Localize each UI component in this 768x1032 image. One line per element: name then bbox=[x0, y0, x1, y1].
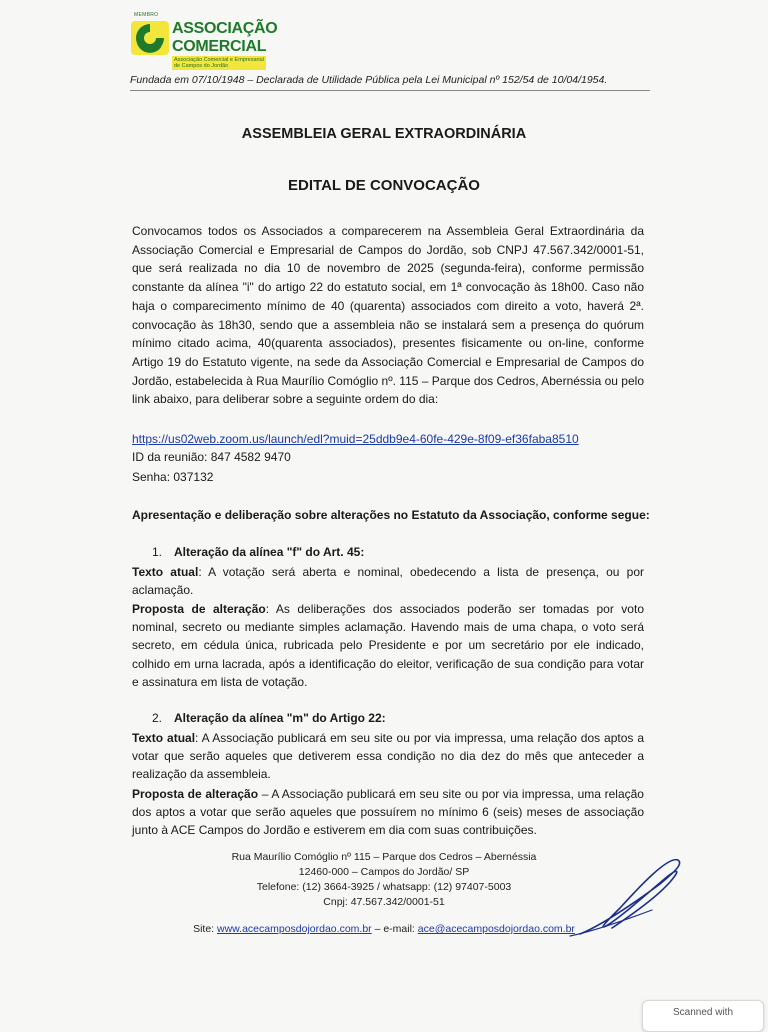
email-label: – e-mail: bbox=[371, 923, 418, 935]
signature-icon bbox=[560, 856, 690, 940]
item-1-proposal-body: : As deliberações dos associados poderão ser tomadas por voto nominal, secreto ou mediante simples aclamação. Havendo mais de uma chapa, o voto será secreto, em cédula única, rubricada pelo Presidente e por um secretário por ele indicado, colhido em urna lacrada, após a identificação do eleitor, verificação de sua condição para votar e assinatura em lista de votação. bbox=[132, 602, 644, 689]
email-link[interactable]: ace@acecamposdojordao.com.br bbox=[417, 923, 575, 935]
item-2-current-label: Texto atual bbox=[132, 731, 196, 745]
item-2-title bbox=[152, 711, 386, 725]
item-2-heading: Alteração da alínea "m" do Artigo 22: bbox=[174, 711, 386, 725]
association-logo bbox=[130, 12, 278, 72]
item-1-current-text bbox=[132, 563, 644, 599]
item-1-proposal-label: Proposta de alteração bbox=[132, 602, 266, 616]
site-link[interactable]: www.acecamposdojordao.com.br bbox=[217, 923, 372, 935]
footer-address: Rua Maurílio Comóglio nº 115 – Parque dos Cedros – Abernéssia bbox=[231, 851, 537, 863]
logo-subtitle: Associação Comercial e Empresarial de Campos do Jordão bbox=[172, 56, 266, 70]
meeting-link[interactable]: https://us02web.zoom.us/launch/edl?muid=25ddb9e4-60fe-429e-8f09-ef36faba8510 bbox=[132, 432, 579, 446]
meeting-id: ID da reunião: 847 4582 9470 bbox=[132, 450, 291, 464]
item-1-number: 1. bbox=[152, 545, 163, 559]
scanner-badge bbox=[642, 1000, 764, 1032]
logo-title-line2: COMERCIAL bbox=[172, 38, 267, 55]
item-2-current-text bbox=[132, 729, 644, 784]
meeting-password: Senha: 037132 bbox=[132, 470, 214, 484]
item-2-number: 2. bbox=[152, 711, 163, 725]
item-2-proposal-body: – A Associação publicará em seu site ou por via impressa, uma relação dos aptos a votar que serão aqueles que possuírem no mínimo 6 (seis) meses de associação junto à ACE Campos do Jordão e estiverem em dia com suas contribuições. bbox=[132, 787, 644, 838]
item-1-heading: Alteração da alínea "f" do Art. 45: bbox=[174, 545, 365, 559]
item-2-proposal bbox=[132, 785, 644, 840]
footer-phone: Telefone: (12) 3664-3925 / whatsapp: (12) 97407-5003 bbox=[256, 881, 512, 893]
scanner-badge-label: Scanned with bbox=[672, 1007, 734, 1018]
logo-mark-icon bbox=[130, 20, 170, 56]
item-2-proposal-label: Proposta de alteração bbox=[132, 787, 259, 801]
section-heading: Apresentação e deliberação sobre alterações no Estatuto da Associação, conforme segue: bbox=[132, 508, 650, 522]
item-1-current-label: Texto atual bbox=[132, 565, 199, 579]
logo-tiny-text: MEMBRO bbox=[134, 12, 159, 18]
site-label: Site: bbox=[193, 923, 217, 935]
footer-city: 12460-000 – Campos do Jordão/ SP bbox=[298, 866, 470, 878]
intro-paragraph: Convocamos todos os Associados a comparecerem na Assembleia Geral Extraordinária da Associação Comercial e Empresarial de Campos do Jordão, sob CNPJ 47.567.342/0001-51, que será realizada no dia 10 de novembro de 2025 (segunda-feira), conforme permissão constante da alínea "i" do artigo 22 do estatuto social, em 1ª convocação às 18h00. Caso não haja o comparecimento mínimo de 40 (quarenta) associados com direito a voto, haverá 2ª. convocação às 18h30, sendo que a assembleia não se instalará sem a presença do quórum mínimo citado acima, 40(quarenta associados), presentes fisicamente ou on-line, conforme Artigo 19 do Estatuto vigente, na sede da Associação Comercial e Empresarial de Campos do Jordão, estabelecida à Rua Maurílio Comóglio nº. 115 – Parque dos Cedros, Abernéssia ou pelo link abaixo, para deliberar sobre a seguinte ordem do dia: bbox=[132, 224, 644, 407]
founded-line: Fundada em 07/10/1948 – Declarada de Utilidade Pública pela Lei Municipal nº 152/54 de 10/04/1954. bbox=[130, 74, 650, 91]
document-subtitle: EDITAL DE CONVOCAÇÃO bbox=[288, 177, 480, 194]
item-1-proposal bbox=[132, 600, 644, 691]
footer-cnpj: Cnpj: 47.567.342/0001-51 bbox=[323, 896, 445, 908]
document-title: ASSEMBLEIA GERAL EXTRAORDINÁRIA bbox=[241, 126, 527, 142]
item-1-title bbox=[152, 545, 364, 559]
item-1-current-body: : A votação será aberta e nominal, obedecendo a lista de presença, ou por aclamação. bbox=[132, 565, 644, 598]
item-2-current-body: : A Associação publicará em seu site ou por via impressa, uma relação dos aptos a votar que serão aqueles que detiverem essa condição no dia dez do mês que anteceder a realização da assembleia. bbox=[132, 731, 644, 782]
logo-title-line1: ASSOCIAÇÃO bbox=[172, 20, 278, 37]
